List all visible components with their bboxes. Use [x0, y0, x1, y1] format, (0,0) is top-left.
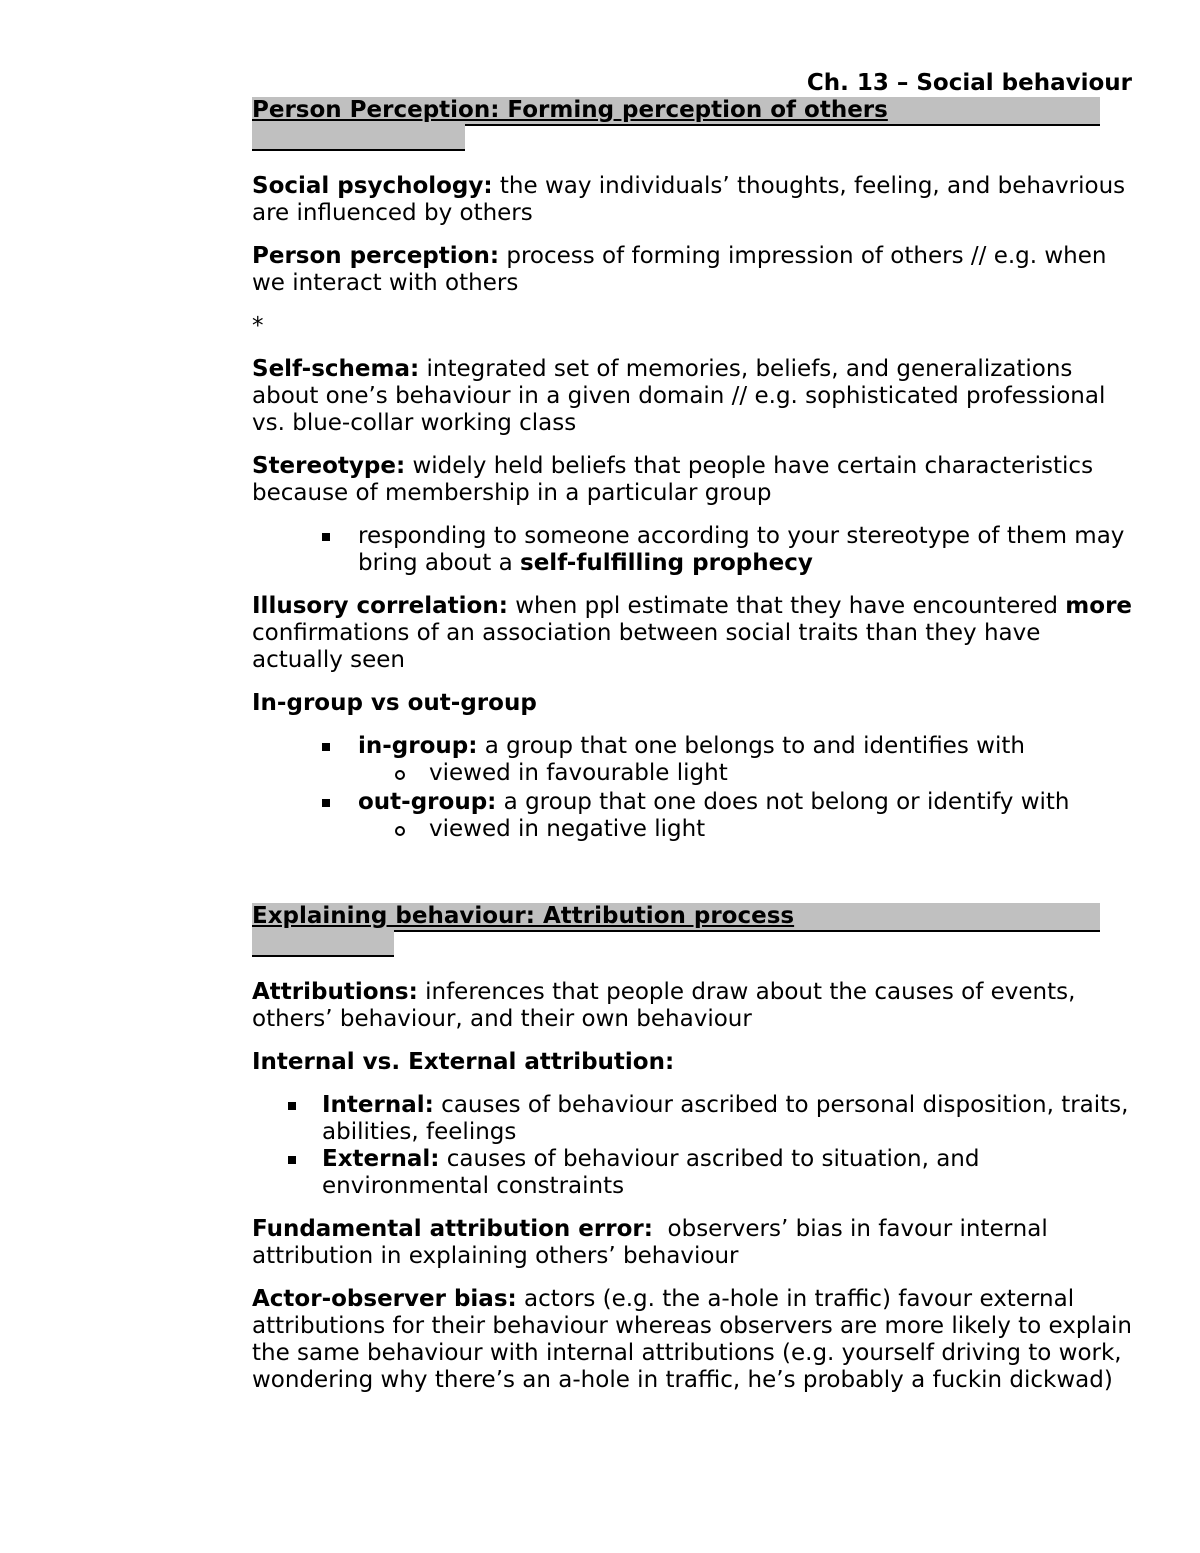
definition-self-schema [252, 356, 1132, 437]
square-bullet-icon [322, 799, 330, 807]
definition: process of forming impression of others // e.g. when we interact with others [252, 243, 1107, 296]
list-item: out-group: a group that one does not belong or identify with [252, 789, 1132, 816]
term: Self-schema: [252, 356, 420, 382]
definition: observers’ bias in favour internal attribution in explaining others’ behaviour [252, 1216, 1056, 1269]
document-content [252, 70, 1132, 1410]
heading-highlight-bar-continued [252, 930, 394, 957]
definition-stereotype [252, 453, 1132, 507]
heading-highlight-bar-continued [252, 124, 465, 151]
heading-text: Explaining behaviour: Attribution process [252, 903, 795, 929]
term: Attributions: [252, 979, 418, 1005]
term: Actor-observer bias: [252, 1286, 517, 1312]
square-bullet-icon [322, 533, 330, 541]
definition: widely held beliefs that people have certain characteristics because of membership in a particular group [252, 453, 1094, 506]
subheading-in-out-group: In-group vs out-group [252, 690, 537, 716]
list-item: Internal: causes of behaviour ascribed to personal disposition, traits, abilities, feelings [252, 1092, 1132, 1146]
definition-fundamental-attribution-error [252, 1216, 1132, 1270]
term: Person perception: [252, 243, 500, 269]
term: Illusory correlation: [252, 593, 508, 619]
spacer [252, 859, 1132, 903]
term: Stereotype: [252, 453, 406, 479]
stereotype-bullets [252, 523, 1132, 577]
list-item: responding to someone according to your stereotype of them may bring about a self-fulfilling prophecy [252, 523, 1132, 577]
definition: actors (e.g. the a-hole in traffic) favour external attributions for their behaviour whereas observers are more likely to explain the same behaviour with internal attributions (e.g. yourself driving to work, wondering why there’s an a-hole in traffic, he’s probably a fuckin dickwad) [252, 1286, 1132, 1393]
section-heading-person-perception [252, 97, 1132, 153]
square-bullet-icon [322, 743, 330, 751]
definition-social-psychology [252, 173, 1132, 227]
definition: inferences that people draw about the causes of events, others’ behaviour, and their own behaviour [252, 979, 1076, 1032]
square-bullet-icon [288, 1156, 296, 1164]
term: Social psychology: [252, 173, 493, 199]
subheading-internal-external: Internal vs. External attribution: [252, 1049, 675, 1075]
list-item: External: causes of behaviour ascribed to situation, and environmental constraints [252, 1146, 1132, 1200]
definition-attributions [252, 979, 1132, 1033]
definition: integrated set of memories, beliefs, and generalizations about one’s behaviour in a given domain // e.g. sophisticated professional vs. blue-collar working class [252, 356, 1106, 436]
definition: the way individuals’ thoughts, feeling, and behavrious are influenced by others [252, 173, 1126, 226]
heading-text: Person Perception: Forming perception of others [252, 97, 888, 123]
in-out-group-list [252, 733, 1132, 843]
square-bullet-icon [288, 1102, 296, 1110]
section-heading-attribution [252, 903, 1132, 959]
list-item: viewed in favourable light [252, 760, 1132, 787]
list-item: in-group: a group that one belongs to and identifies with [252, 733, 1132, 760]
term: Fundamental attribution error: [252, 1216, 653, 1242]
circle-bullet-icon [395, 770, 405, 780]
asterisk-note: * [252, 313, 264, 339]
definition-illusory-correlation: Illusory correlation: when ppl estimate that they have encountered more confirmations of an association between social traits than they have actually seen [252, 593, 1133, 673]
attribution-types-list [252, 1092, 1132, 1200]
circle-bullet-icon [395, 826, 405, 836]
list-item: viewed in negative light [252, 816, 1132, 843]
chapter-title: Ch. 13 – Social behaviour [806, 70, 1132, 96]
definition-actor-observer-bias [252, 1286, 1132, 1394]
definition-person-perception [252, 243, 1132, 297]
